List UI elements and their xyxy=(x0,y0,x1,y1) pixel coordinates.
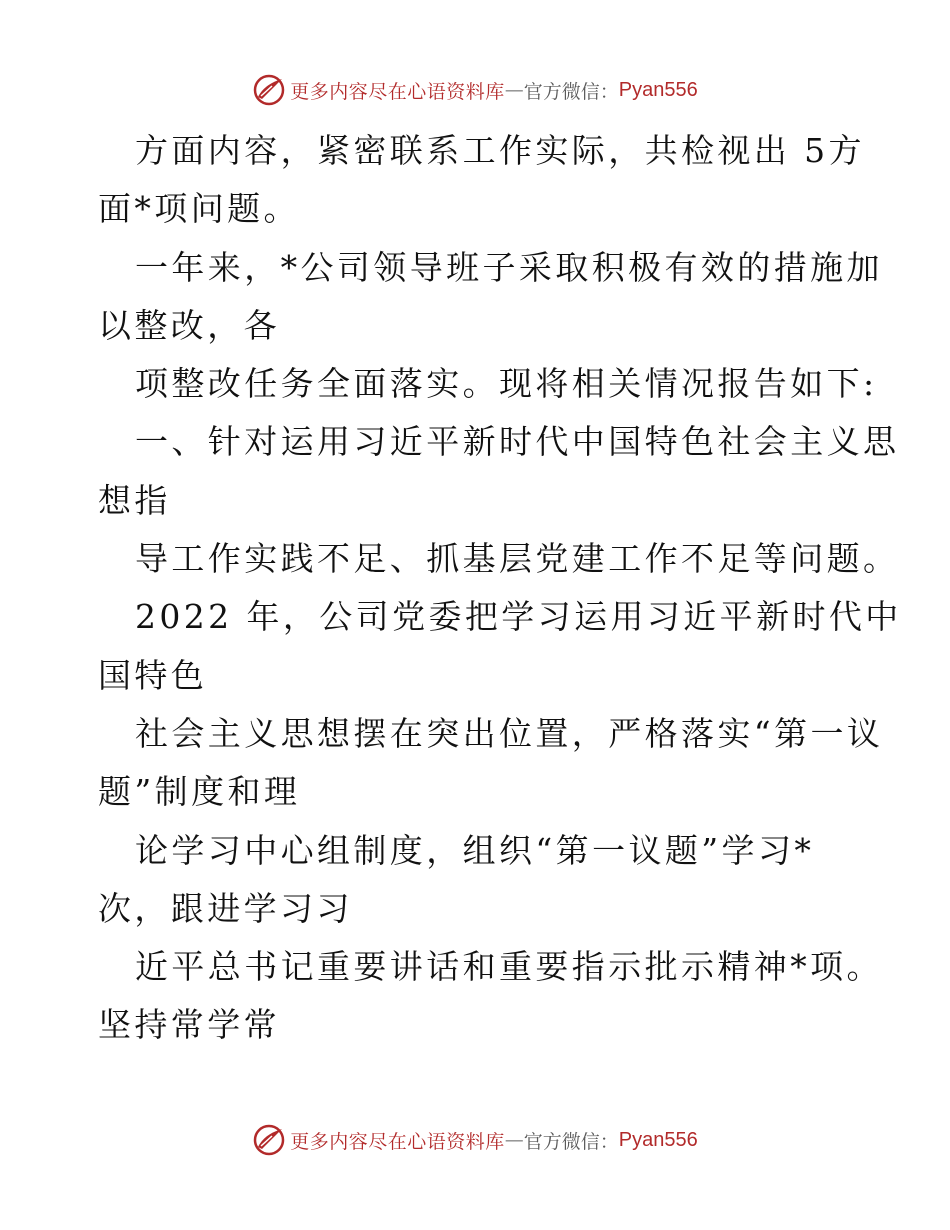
footer-wechat-id: Pyan556 xyxy=(618,1128,698,1151)
text-line: 国特色 xyxy=(98,655,208,695)
document-body xyxy=(98,122,902,1055)
text-line: 近平总书记重要讲话和重要指示批示精神*项。 xyxy=(135,947,883,987)
text-line: 以整改，各 xyxy=(98,305,280,345)
text-line: 次，跟进学习习 xyxy=(98,888,353,928)
text-line: 一年来，*公司领导班子采取积极有效的措施加 xyxy=(135,247,883,287)
footer-site-text: 更多内容尽在心语资料库 xyxy=(290,1130,505,1153)
text-line: 面*项问题。 xyxy=(98,189,300,229)
text-line: 一、针对运用习近平新时代中国特色社会主义思 xyxy=(135,422,900,462)
text-line: 项整改任务全面落实。现将相关情况报告如下: xyxy=(135,364,878,404)
footer-banner xyxy=(0,1118,950,1162)
header-site-text: 更多内容尽在心语资料库 xyxy=(290,80,505,103)
header-wechat-id: Pyan556 xyxy=(618,78,698,101)
text-line: 题”制度和理 xyxy=(98,772,301,812)
text-line: 论学习中心组制度，组织“第一议题”学习* xyxy=(135,830,815,870)
pen-logo-icon xyxy=(252,73,286,107)
footer-separator: — xyxy=(504,1129,524,1151)
header-wechat-label: 官方微信： xyxy=(523,80,619,103)
text-line: 坚持常学常 xyxy=(98,1005,280,1045)
text-line: 社会主义思想摆在突出位置，严格落实“第一议 xyxy=(135,713,884,753)
text-line: 2022 年，公司党委把学习运用习近平新时代中 xyxy=(135,597,902,637)
pen-logo-icon xyxy=(252,1123,286,1157)
footer-wechat-label: 官方微信： xyxy=(523,1130,619,1153)
text-line: 想指 xyxy=(98,480,171,520)
header-banner xyxy=(0,68,950,112)
text-line: 方面内容，紧密联系工作实际，共检视出 5方 xyxy=(135,131,865,170)
header-separator: — xyxy=(504,79,524,101)
text-line: 导工作实践不足、抓基层党建工作不足等问题。 xyxy=(135,539,900,579)
